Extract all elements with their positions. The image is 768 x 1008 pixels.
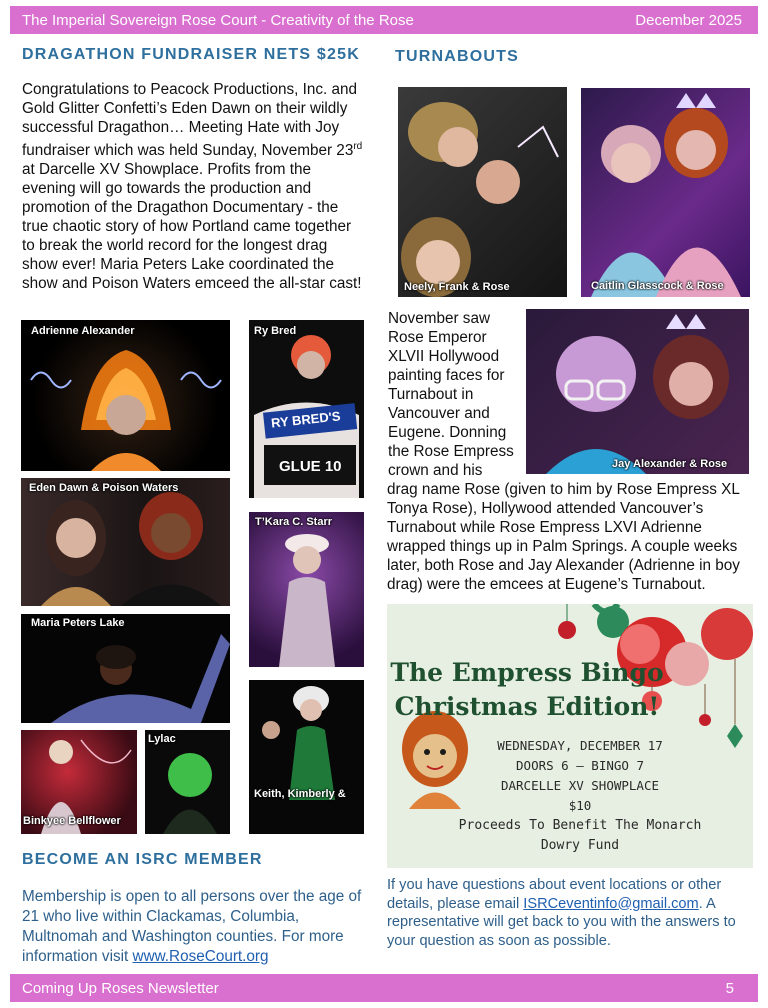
- caption-keith: Keith, Kimberly &: [254, 788, 346, 800]
- photo-maria: [21, 614, 230, 723]
- dragathon-heading: DRAGATHON FUNDRAISER NETS $25K: [22, 46, 360, 63]
- photo-neely-frank-rose: [398, 87, 567, 297]
- caption-ry-bred: Ry Bred: [254, 325, 297, 337]
- lylac-photo-art: [145, 730, 230, 834]
- bingo-line-5: Proceeds To Benefit The Monarch: [458, 818, 702, 833]
- bingo-line-3: DARCELLE XV SHOWPLACE: [500, 778, 660, 793]
- caption-maria: Maria Peters Lake: [31, 617, 125, 629]
- questions-text-a: If you have questions about event locations or other details, please email: [387, 877, 722, 912]
- footer-band: [10, 974, 758, 1002]
- neely-photo-art: [398, 87, 567, 297]
- jay-rose-photo-art: [526, 309, 749, 474]
- photo-jay-rose: [526, 309, 749, 474]
- photo-caitlin-rose: [581, 88, 750, 297]
- caption-tkara: T’Kara C. Starr: [255, 516, 333, 528]
- member-paragraph: [22, 887, 370, 967]
- bingo-line-4: $10: [568, 798, 592, 813]
- bingo-title-2: Christmas Edition!: [394, 692, 660, 721]
- caption-binkyee: Binkyee Bellflower: [23, 815, 121, 827]
- caption-eden-poison: Eden Dawn & Poison Waters: [29, 482, 179, 494]
- email-link[interactable]: ISRCeventinfo@gmail.com: [523, 895, 699, 912]
- questions-paragraph: [387, 876, 757, 950]
- page-number: 5: [725, 979, 734, 997]
- photo-tkara: [249, 512, 364, 667]
- bingo-flyer: [387, 604, 753, 868]
- caption-neely: Neely, Frank & Rose: [404, 281, 510, 293]
- photo-adrienne-alexander: [21, 320, 230, 471]
- caption-caitlin: Caitlin Glasscock & Rose: [591, 280, 724, 292]
- turnabouts-text-wide: drag name Rose (given to him by Rose Empress XL Tonya Rose), Hollywood attended Vancouver’s Turnabout while Rose Empress LXVI Adrienne wrapped things up in Palm Springs. A couple weeks later, both Rose and Jay Alexander (Adrienne in boy drag) were the emcees at Eugene’s Turnabout.: [387, 481, 740, 593]
- keith-photo-art: [249, 680, 364, 834]
- bingo-details: [387, 736, 753, 856]
- bingo-line-2: DOORS 6 – BINGO 7: [516, 758, 644, 773]
- member-text: Membership is open to all persons over the age of 21 who live within Clackamas, Columbia, Multnomah and Washington counties. For more information visit: [22, 888, 362, 965]
- dragathon-paragraph: [22, 80, 367, 293]
- member-heading: BECOME AN ISRC MEMBER: [22, 851, 263, 868]
- bingo-title-1: The Empress Bingo: [390, 658, 664, 687]
- eden-poison-photo-art: [21, 478, 230, 606]
- dragathon-text-b: at Darcelle XV Showplace. Profits from the evening will go towards the production and promotion of the Dragathon Documentary - the true chaotic story of how Portland came together to break the world record for the longest drag show ever! Maria Peters Lake coordinated the show and Poison Waters emceed the all-star cast!: [22, 161, 362, 293]
- photo-binkyee: [21, 730, 137, 834]
- ry-bred-sign-2: GLUE 10: [279, 458, 342, 475]
- dragathon-text-a: Congratulations to Peacock Productions, Inc. and Gold Glitter Confetti’s Eden Dawn on their wildly successful Dragathon… Meeting Hate with Joy fundraiser which was held Sunday, November 23: [22, 81, 358, 160]
- rosecourt-link[interactable]: www.RoseCourt.org: [132, 948, 269, 965]
- issue-date: December 2025: [635, 11, 742, 29]
- tkara-photo-art: [249, 512, 364, 667]
- dragathon-sup: rd: [353, 141, 363, 152]
- bingo-line-6: Dowry Fund: [540, 838, 620, 853]
- turnabouts-heading: TURNABOUTS: [395, 48, 519, 65]
- adrienne-photo-art: [21, 320, 230, 471]
- photo-eden-poison: [21, 478, 230, 606]
- caption-jay: Jay Alexander & Rose: [612, 458, 728, 470]
- caitlin-photo-art: [581, 88, 750, 297]
- caption-adrienne: Adrienne Alexander: [31, 325, 135, 337]
- questions-text-b: . A representative will get back to you with the answers to your question as soon as possible.: [387, 895, 736, 949]
- footer-newsletter: Coming Up Roses Newsletter: [22, 979, 219, 997]
- photo-keith-kimberly: [249, 680, 364, 834]
- ry-bred-sign-1: RY BRED'S: [270, 408, 342, 431]
- newsletter-title: The Imperial Sovereign Rose Court - Creativity of the Rose: [22, 11, 414, 29]
- header-band: [10, 6, 758, 34]
- photo-ry-bred: [249, 320, 364, 498]
- maria-photo-art: [21, 614, 230, 723]
- turnabouts-text-narrow: November saw Rose Emperor XLVII Hollywood painting faces for Turnabout in Vancouver and Eugene. Donning the Rose Empress crown and his: [388, 310, 514, 479]
- photo-lylac: [145, 730, 230, 834]
- caption-lylac: Lylac: [148, 733, 176, 745]
- bingo-line-1: WEDNESDAY, DECEMBER 17: [497, 738, 663, 753]
